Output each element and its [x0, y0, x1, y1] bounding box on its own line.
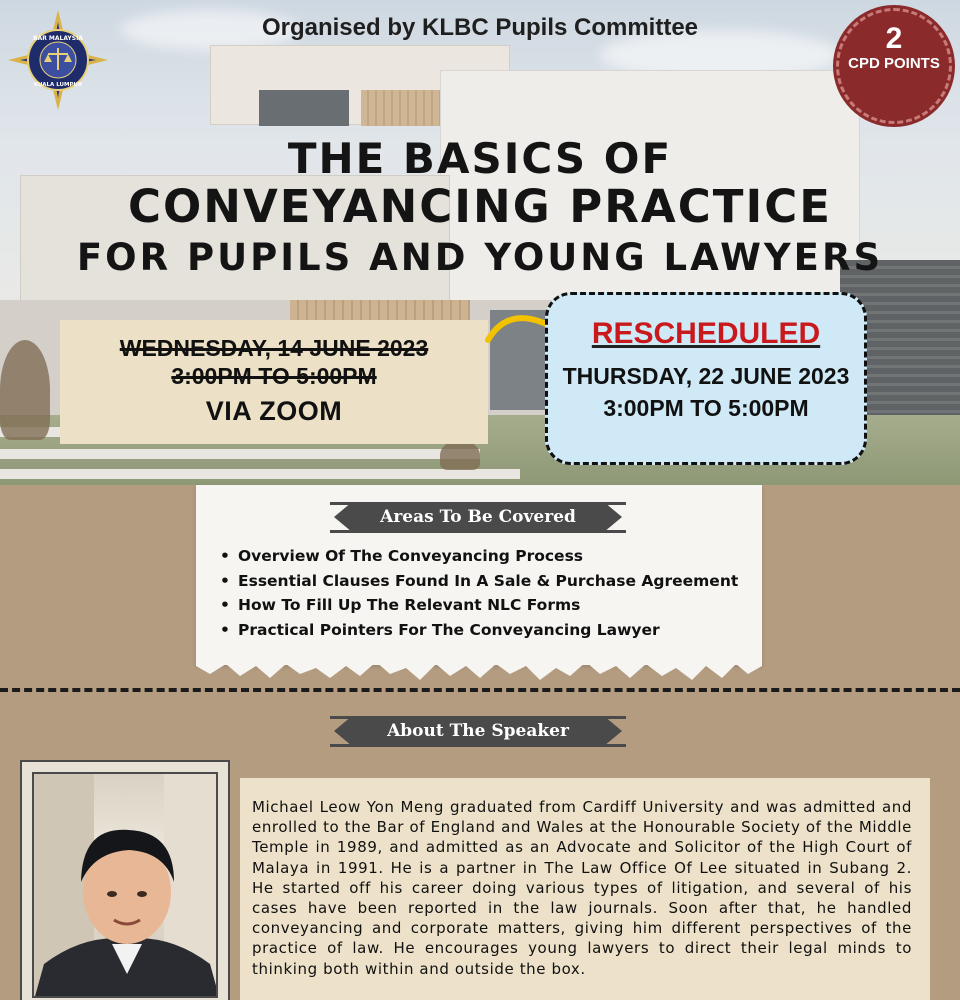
speaker-bio: Michael Leow Yon Meng graduated from Cardiff University and was admitted and enrolled to the Bar of England and Wales at the Honourable Society of the Middle Temple in 1989, and admitted as an Advocate and Solicitor of the High Court of Malaya in 1991. He is a partner in The Law Office Of Lee situated in Subang 2. He started off his career doing various types of litigation, and several of his cases have been reported in the law journals. Soon after that, he handled conveyancing and corporate matters, giving him different perspectives of the practice of law. He encourages young lawyers to direct their legal minds to thinking both within and outside the box. [252, 798, 912, 978]
bar-logo-icon [8, 10, 108, 130]
logo-top-text: BAR MALAYSIA [33, 35, 83, 42]
speaker-heading: About The Speaker [352, 716, 604, 746]
organiser-text: Organised by KLBC Pupils Committee [261, 14, 699, 41]
areas-heading: Areas To Be Covered [352, 502, 604, 532]
rescheduled-box [545, 292, 867, 465]
title-line-1: THE BASICS OF [287, 134, 673, 183]
list-item: • Practical Pointers For The Conveyancing Lawyer [218, 618, 738, 643]
title-line-2: CONVEYANCING PRACTICE [128, 180, 832, 233]
cpd-number: 2 [885, 22, 903, 55]
areas-list [218, 544, 738, 642]
original-time: 3:00PM TO 5:00PM [171, 363, 377, 389]
speaker-photo [32, 772, 218, 998]
torn-paper-edge [196, 652, 762, 684]
cpd-label: CPD POINTS [848, 55, 940, 72]
logo-bottom-text: KUALA LUMPUR [33, 82, 83, 88]
list-item: • How To Fill Up The Relevant NLC Forms [218, 593, 738, 618]
dashed-divider [0, 688, 960, 692]
list-item: • Essential Clauses Found In A Sale & Purchase Agreement [218, 569, 738, 594]
speaker-photo-frame [20, 760, 230, 1000]
title-line-3: FOR PUPILS AND YOUNG LAWYERS [76, 236, 884, 279]
original-schedule-box [60, 320, 488, 444]
new-time: 3:00PM TO 5:00PM [603, 395, 809, 421]
original-date: WEDNESDAY, 14 JUNE 2023 [119, 335, 429, 361]
new-date: THURSDAY, 22 JUNE 2023 [562, 363, 850, 389]
list-item: • Overview Of The Conveyancing Process [218, 544, 738, 569]
cpd-points-badge [836, 8, 952, 124]
speaker-portrait-icon [34, 774, 218, 998]
rescheduled-label: RESCHEDULED [591, 317, 821, 350]
platform-text: VIA ZOOM [205, 396, 343, 426]
